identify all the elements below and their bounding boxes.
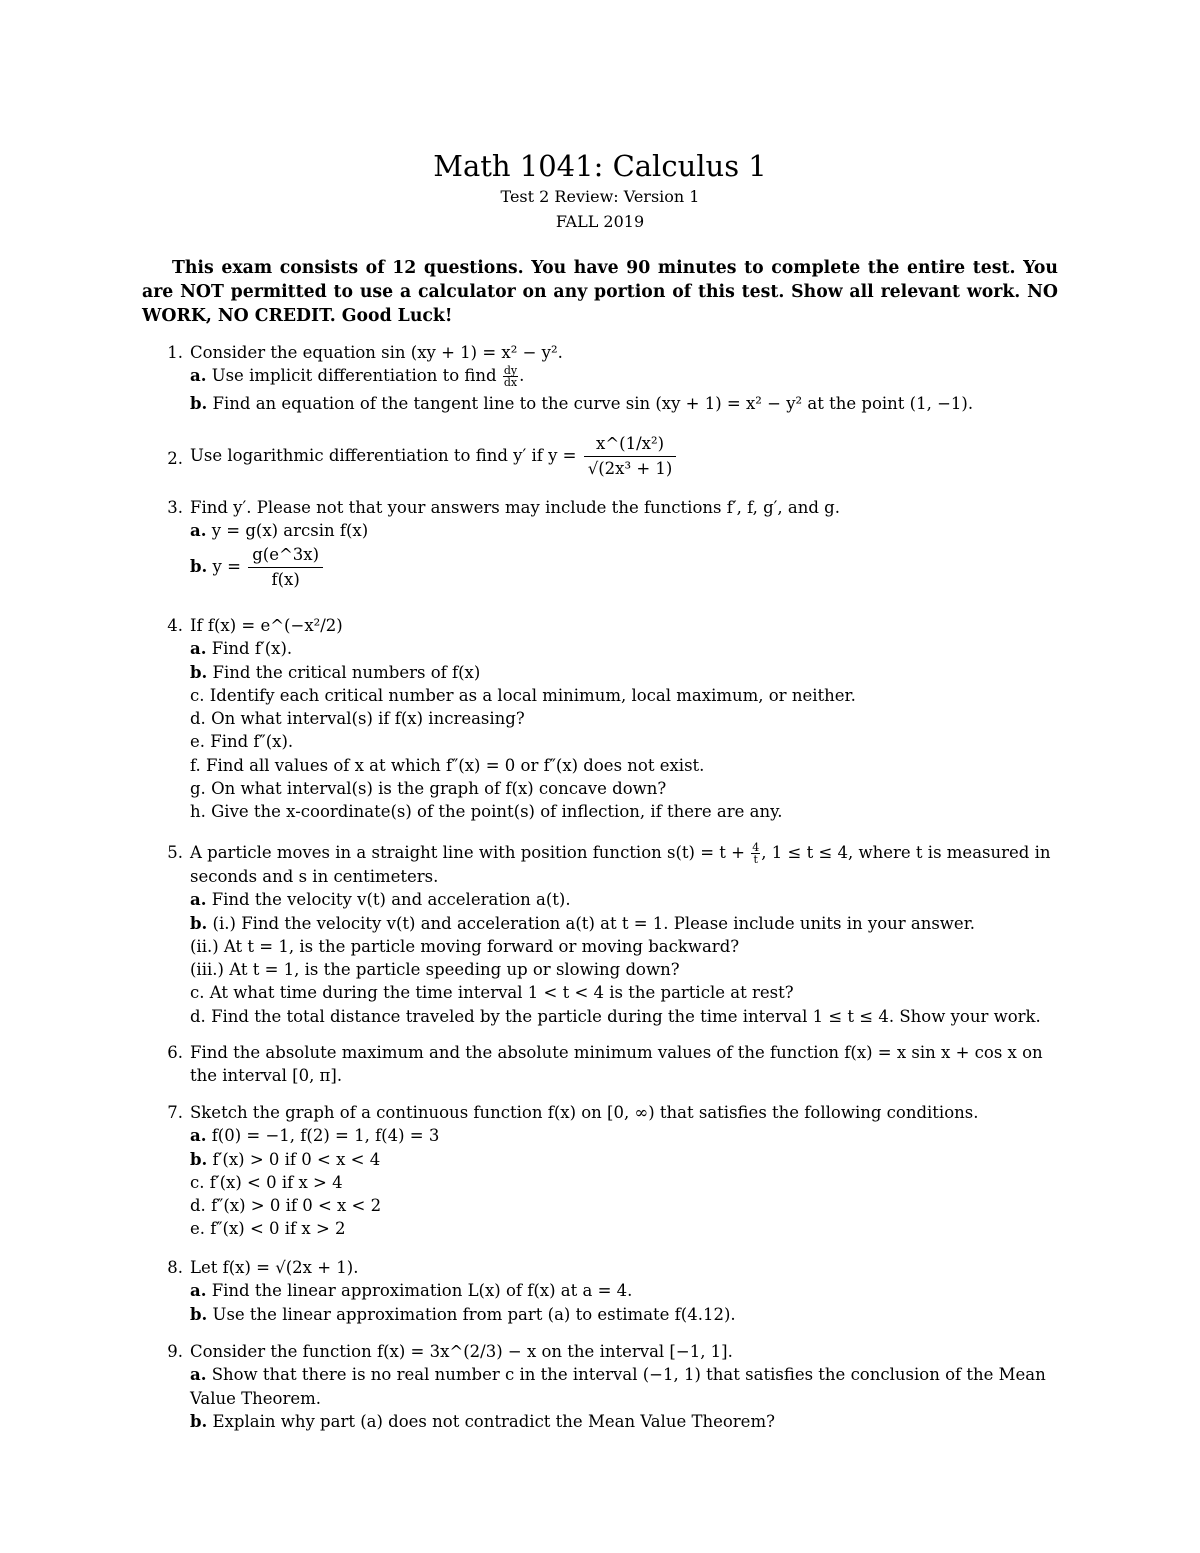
question-7 <box>163 1101 1058 1241</box>
question-part <box>190 730 1058 753</box>
question-text-end: , 1 ≤ t ≤ 4, where t is measured in seconds and s in centimeters. <box>190 843 1051 886</box>
question-number: 8. <box>167 1258 183 1277</box>
question-3 <box>163 496 1058 592</box>
question-5 <box>163 841 1058 1028</box>
question-part <box>190 661 1058 684</box>
part-text: f(0) = −1, f(2) = 1, f(4) = 3 <box>211 1126 440 1146</box>
question-part <box>190 754 1058 777</box>
question-part <box>190 1005 1058 1028</box>
part-label: h. <box>190 802 206 822</box>
fraction-denominator: √(2x³ + 1) <box>587 459 673 478</box>
question-part <box>190 1410 1058 1433</box>
part-label: d. <box>190 709 206 729</box>
part-label: a. <box>190 366 207 386</box>
question-number: 6. <box>167 1043 183 1062</box>
question-part <box>190 519 1058 542</box>
part-label: a. <box>190 639 207 659</box>
question-text: Let f(x) = √(2x + 1). <box>190 1258 359 1277</box>
question-part <box>190 1303 1058 1326</box>
question-2 <box>163 432 1058 481</box>
question-part <box>190 1148 1058 1171</box>
question-part <box>190 543 1058 592</box>
part-text-end: . <box>519 366 525 386</box>
question-part <box>190 1363 1058 1410</box>
part-label: c. <box>190 685 205 705</box>
part-text: Find the critical numbers of f(x) <box>212 662 481 682</box>
part-text: Find f′(x). <box>211 639 293 659</box>
question-part <box>190 1124 1058 1147</box>
part-text: Find all values of x at which f″(x) = 0 or f″(x) does not exist. <box>206 755 705 775</box>
question-8 <box>163 1256 1058 1326</box>
question-1 <box>163 341 1058 416</box>
part-text: Explain why part (a) does not contradict the Mean Value Theorem? <box>212 1411 775 1431</box>
fraction-numerator: 4 <box>752 841 760 854</box>
document-term: FALL 2019 <box>555 212 645 231</box>
question-part <box>190 1217 1058 1240</box>
question-part <box>190 888 1058 911</box>
question-text <box>190 841 1058 888</box>
part-label: a. <box>190 1126 207 1146</box>
question-text: If f(x) = e^(−x²/2) <box>190 616 343 635</box>
part-text: (i.) Find the velocity v(t) and acceleration a(t) at t = 1. Please include units in your answer. <box>212 913 976 933</box>
exam-instructions: This exam consists of 12 questions. You have 90 minutes to complete the entire test. You are NOT permitted to use a calculator on any portion of this test. Show all relevant work. NO WORK, NO CREDIT. Good Luck! <box>142 258 1058 326</box>
question-part <box>190 1171 1058 1194</box>
part-text: (ii.) At t = 1, is the particle moving forward or moving backward? <box>190 936 740 956</box>
document-title: Math 1041: Calculus 1 <box>433 149 767 183</box>
part-label: d. <box>190 1196 206 1216</box>
question-text: Consider the function f(x) = 3x^(2/3) − x on the interval [−1, 1]. <box>190 1342 733 1361</box>
question-part <box>190 1279 1058 1302</box>
question-text: Consider the equation sin (xy + 1) = x² − y². <box>190 343 563 362</box>
part-label: g. <box>190 779 206 799</box>
part-text: Use the linear approximation from part (a) to estimate f(4.12). <box>212 1304 736 1324</box>
question-text: Find the absolute maximum and the absolute minimum values of the function f(x) = x sin x + cos x on the interval [0, π]. <box>190 1043 1043 1086</box>
question-part <box>190 392 1058 415</box>
part-text: f″(x) < 0 if x > 2 <box>210 1219 346 1239</box>
fraction <box>248 543 323 592</box>
part-text: Show that there is no real number c in the interval (−1, 1) that satisfies the conclusion of the Mean Value Theorem. <box>190 1365 1046 1408</box>
part-text: At what time during the time interval 1 < t < 4 is the particle at rest? <box>209 983 794 1003</box>
part-label: d. <box>190 1006 206 1026</box>
document-header <box>0 148 1200 234</box>
fraction-denominator: f(x) <box>271 569 300 589</box>
fraction-denominator: t <box>753 853 758 866</box>
part-label: a. <box>190 890 207 910</box>
question-part <box>190 912 1058 935</box>
part-label: b. <box>190 913 208 933</box>
question-text: Use logarithmic differentiation to find y′ if y = <box>190 446 577 465</box>
question-part <box>190 637 1058 660</box>
part-text: Find f″(x). <box>210 732 294 752</box>
fraction <box>503 365 518 388</box>
part-text: Use implicit differentiation to find <box>211 366 502 386</box>
part-text: Find the total distance traveled by the particle during the time interval 1 ≤ t ≤ 4. Show your work. <box>211 1006 1041 1026</box>
part-label: c. <box>190 1172 205 1192</box>
question-number: 2. <box>167 449 183 468</box>
part-label: a. <box>190 1365 207 1385</box>
part-label: b. <box>190 1411 208 1431</box>
part-label: b. <box>190 556 208 576</box>
question-part <box>190 958 1058 981</box>
part-text: f″(x) > 0 if 0 < x < 2 <box>211 1196 382 1216</box>
question-part <box>190 935 1058 958</box>
part-label: e. <box>190 1219 206 1239</box>
question-number: 1. <box>167 343 183 362</box>
question-part <box>190 684 1058 707</box>
part-label: c. <box>190 983 205 1003</box>
part-text: On what interval(s) is the graph of f(x) concave down? <box>211 779 667 799</box>
part-label: b. <box>190 662 208 682</box>
question-number: 4. <box>167 616 183 635</box>
part-label: a. <box>190 521 207 541</box>
part-text: Find the velocity v(t) and acceleration a(t). <box>211 890 571 910</box>
question-4 <box>163 614 1058 824</box>
fraction-numerator: dy <box>503 364 518 378</box>
question-6 <box>163 1041 1058 1088</box>
part-text: y = <box>212 556 241 576</box>
question-number: 7. <box>167 1103 183 1122</box>
part-text: Give the x-coordinate(s) of the point(s) of inflection, if there are any. <box>211 802 783 822</box>
question-number: 3. <box>167 498 183 517</box>
part-label: b. <box>190 1149 208 1169</box>
question-9 <box>163 1340 1058 1433</box>
question-part <box>190 364 1058 388</box>
part-text: f′(x) > 0 if 0 < x < 4 <box>212 1149 381 1169</box>
part-label: b. <box>190 1304 208 1324</box>
question-number: 9. <box>167 1342 183 1361</box>
question-part <box>190 800 1058 823</box>
part-label: b. <box>190 394 208 414</box>
part-text: On what interval(s) if f(x) increasing? <box>211 709 525 729</box>
document-subtitle: Test 2 Review: Version 1 <box>500 187 700 206</box>
question-text-start: A particle moves in a straight line with position function s(t) = t + <box>190 843 746 862</box>
question-text: Find y′. Please not that your answers may include the functions f′, f, g′, and g. <box>190 498 840 517</box>
part-text: Identify each critical number as a local minimum, local maximum, or neither. <box>209 685 856 705</box>
part-text: f′(x) < 0 if x > 4 <box>209 1172 343 1192</box>
fraction-denominator: dx <box>503 376 518 390</box>
part-label: a. <box>190 1281 207 1301</box>
question-number: 5. <box>167 843 183 862</box>
part-text: Find an equation of the tangent line to the curve sin (xy + 1) = x² − y² at the point (1, −1). <box>212 394 974 414</box>
part-label: e. <box>190 732 206 752</box>
question-text: Sketch the graph of a continuous function f(x) on [0, ∞) that satisfies the following conditions. <box>190 1103 979 1122</box>
question-part <box>190 777 1058 800</box>
fraction-numerator: g(e^3x) <box>248 543 323 568</box>
fraction-numerator: x^(1/x²) <box>584 432 677 457</box>
part-text: Find the linear approximation L(x) of f(x) at a = 4. <box>211 1281 633 1301</box>
question-part <box>190 707 1058 730</box>
part-text: y = g(x) arcsin f(x) <box>211 521 369 541</box>
part-text: (iii.) At t = 1, is the particle speeding up or slowing down? <box>190 960 680 980</box>
question-part <box>190 981 1058 1004</box>
question-part <box>190 1194 1058 1217</box>
fraction <box>751 842 760 865</box>
fraction <box>584 432 677 481</box>
part-label: f. <box>190 755 201 775</box>
